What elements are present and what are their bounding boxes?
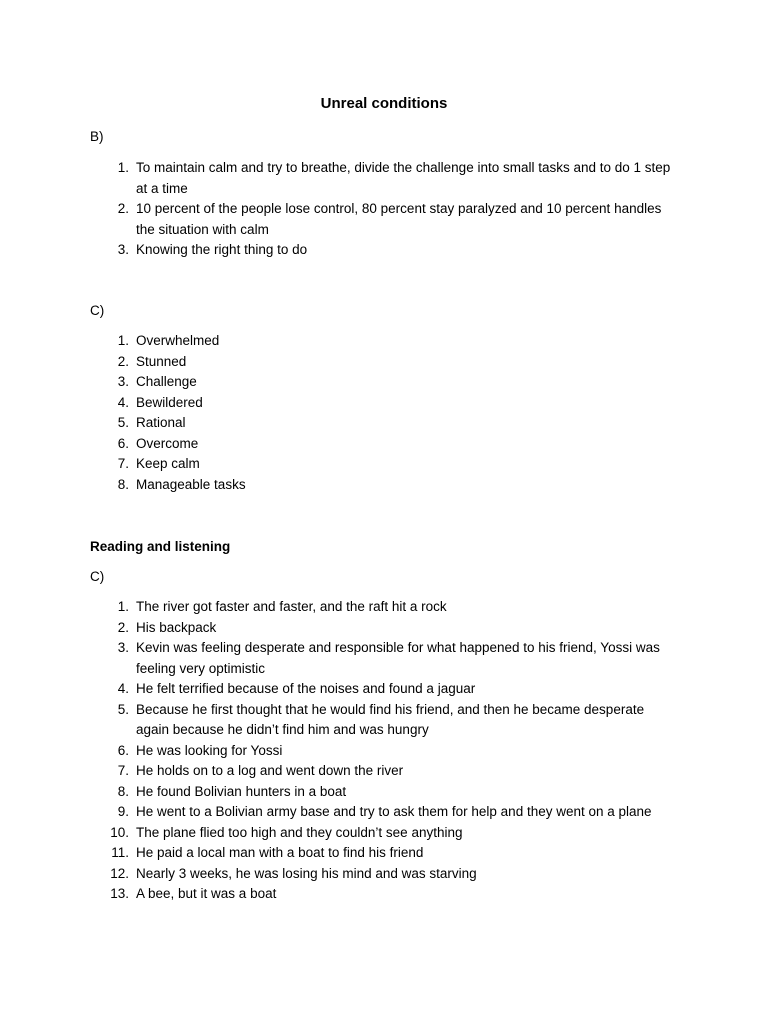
list-item — [0, 393, 676, 414]
list-item-number: 3. — [117, 640, 129, 655]
list-item-text: He went to a Bolivian army base and try to ask them for help and they went on a plane — [136, 804, 652, 819]
list-item-number: 9. — [117, 804, 129, 819]
list-item — [0, 761, 676, 782]
list-item-text: Nearly 3 weeks, he was losing his mind and was starving — [136, 865, 477, 881]
list-item — [0, 434, 676, 455]
list-item-number: 11. — [111, 845, 129, 860]
list-item — [0, 843, 676, 864]
list-item — [0, 782, 676, 803]
reading-listening-list — [0, 597, 768, 905]
list-item — [0, 802, 676, 823]
list-item-text: He holds on to a log and went down the river — [136, 763, 404, 778]
list-item-number: 7. — [117, 456, 129, 471]
list-item — [0, 199, 676, 240]
list-item-number: 6. — [117, 742, 129, 758]
list-item-text: Keep calm — [136, 456, 200, 471]
list-item-text: Bewildered — [136, 394, 203, 410]
list-item-text: The plane flied too high and they couldn’t see anything — [136, 824, 463, 840]
list-item-number: 5. — [117, 415, 129, 430]
section-c-list — [0, 331, 768, 495]
section-c-label: C) — [90, 303, 105, 318]
list-item-number: 8. — [117, 476, 129, 492]
list-item-text: A bee, but it was a boat — [136, 886, 277, 901]
list-item-number: 1. — [117, 599, 129, 614]
list-item-number: 5. — [117, 701, 129, 717]
list-item-text: Manageable tasks — [136, 476, 246, 492]
reading-listening-label: C) — [90, 569, 105, 584]
list-item-text: Rational — [136, 415, 186, 430]
list-item — [0, 823, 676, 844]
page-title: Unreal conditions — [320, 95, 448, 112]
list-item — [0, 864, 676, 885]
list-item-number: 7. — [117, 763, 129, 778]
list-item-number: 13. — [110, 886, 129, 901]
list-item-number: 3. — [117, 374, 129, 389]
reading-listening-heading: Reading and listening — [90, 539, 231, 554]
list-item-text: Knowing the right thing to do — [136, 242, 308, 257]
list-item-number: 8. — [117, 783, 129, 799]
list-item-number: 4. — [117, 394, 129, 410]
list-item — [0, 413, 676, 434]
list-item — [0, 352, 676, 373]
section-b-label: B) — [90, 129, 104, 144]
list-item-text: Overwhelmed — [136, 333, 220, 348]
list-item-text: He was looking for Yossi — [136, 742, 283, 758]
list-item — [0, 372, 676, 393]
list-item-text: Stunned — [136, 353, 187, 369]
list-item-text: He found Bolivian hunters in a boat — [136, 783, 347, 799]
list-item-number: 2. — [117, 619, 129, 635]
list-item-text: Because he first thought that he would find his friend, and then he became desperate again because he didn’t find him and was hungry — [136, 701, 645, 737]
list-item — [0, 638, 676, 679]
list-item-text: Challenge — [136, 374, 197, 389]
list-item — [0, 240, 676, 261]
list-item — [0, 454, 676, 475]
list-item-text: His backpack — [136, 619, 217, 635]
list-item-number: 4. — [117, 681, 129, 696]
list-item — [0, 700, 676, 741]
list-item — [0, 884, 676, 905]
list-item-text: To maintain calm and try to breathe, divide the challenge into small tasks and to do 1 step at a time — [136, 160, 671, 196]
section-b-list — [0, 158, 768, 261]
list-item — [0, 158, 676, 199]
list-item — [0, 618, 676, 639]
list-item-text: Overcome — [136, 435, 199, 451]
list-item — [0, 679, 676, 700]
list-item-text: 10 percent of the people lose control, 80 percent stay paralyzed and 10 percent handles the situation with calm — [136, 201, 662, 237]
list-item — [0, 331, 676, 352]
list-item-text: He felt terrified because of the noises and found a jaguar — [136, 681, 476, 696]
list-item-text: Kevin was feeling desperate and responsible for what happened to his friend, Yossi was feeling very optimistic — [136, 640, 660, 676]
list-item-text: The river got faster and faster, and the raft hit a rock — [136, 599, 447, 614]
list-item — [0, 475, 676, 496]
list-item-number: 1. — [117, 333, 129, 348]
list-item-number: 6. — [117, 435, 129, 451]
list-item-number: 2. — [117, 201, 129, 216]
list-item-number: 10. — [110, 824, 129, 840]
list-item-number: 2. — [117, 353, 129, 369]
list-item — [0, 741, 676, 762]
list-item-text: He paid a local man with a boat to find his friend — [136, 845, 424, 860]
list-item-number: 3. — [117, 242, 129, 257]
list-item-number: 12. — [110, 865, 129, 881]
list-item-number: 1. — [117, 160, 129, 175]
list-item — [0, 597, 676, 618]
